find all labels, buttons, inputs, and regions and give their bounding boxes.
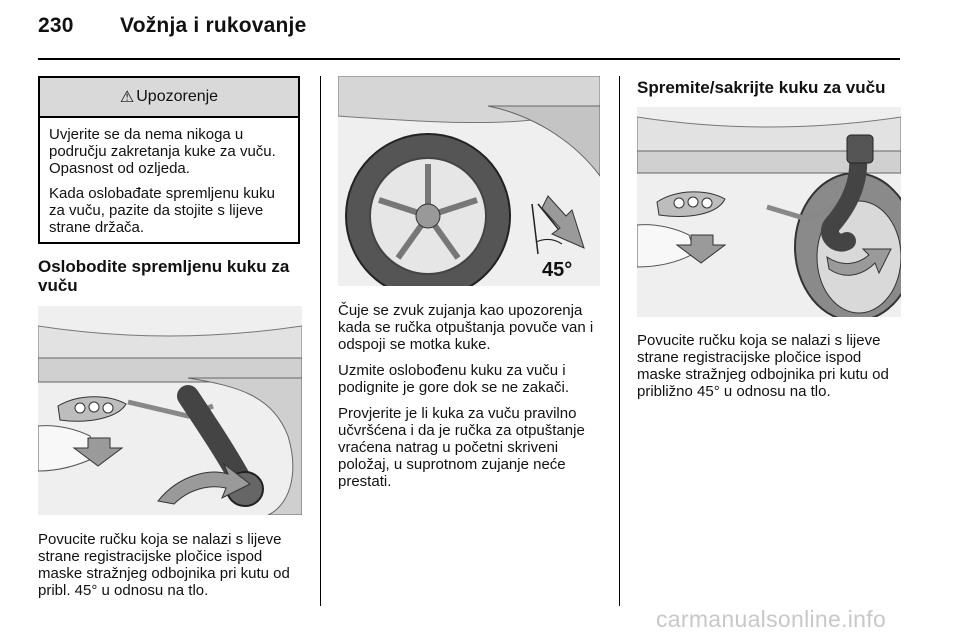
warning-paragraph: Kada oslobađate spremljenu kuku za vuču, pazite da stojite s lijeve strane držača. [49,185,275,236]
section-title: Vožnja i rukovanje [120,14,307,37]
warning-box [38,76,300,244]
warning-paragraph: Uvjerite se da nema nikoga u području zakretanja kuke za vuču. Opasnost od ozljeda. [49,126,276,177]
col2-paragraph: Provjerite je li kuka za vuču pravilno učvršćena i da je ručka za otpuštanje vraćena natrag u početni skriveni položaj, u suprotnom zujanje neće prestati. [338,405,585,490]
header-rule [38,58,900,60]
caption-store: Povucite ručku koja se nalazi s lijeve strane registracijske pločice ispod maske stražnjeg odbojnika pri kutu od približno 45° u odnosu na tlo. [637,332,889,400]
column-divider-right [619,76,620,606]
warning-title-bar [40,78,298,118]
section-heading-store: Spremite/sakrijte kuku za vuču [637,78,886,97]
watermark: carmanualsonline.info [656,606,887,632]
col2-paragraph: Uzmite oslobođenu kuku za vuču i podignite je gore dok se ne zakači. [338,362,569,396]
col2-text [338,302,606,499]
warning-triangle-icon: ⚠ [119,89,135,106]
warning-body [40,118,298,236]
warning-title: Upozorenje [136,88,219,105]
illustration-release-handle [38,306,302,515]
caption-release: Povucite ručku koja se nalazi s lijeve strane registracijske pločice ispod maske stražnjeg odbojnika pri kutu od pribl. 45° u odnosu na tlo. [38,531,290,599]
page-number: 230 [38,14,74,37]
section-heading-release: Oslobodite spremljenu kuku za vuču [38,257,290,295]
angle-label: 45° [542,259,573,281]
col2-paragraph: Čuje se zvuk zujanja kao upozorenja kada se ručka otpuštanja povuče van i odspoji se motka kuke. [338,302,594,353]
illustration-wheel-angle [338,76,600,286]
page-header [38,14,306,38]
illustration-store-hook [637,107,901,317]
column-divider-left [320,76,321,606]
